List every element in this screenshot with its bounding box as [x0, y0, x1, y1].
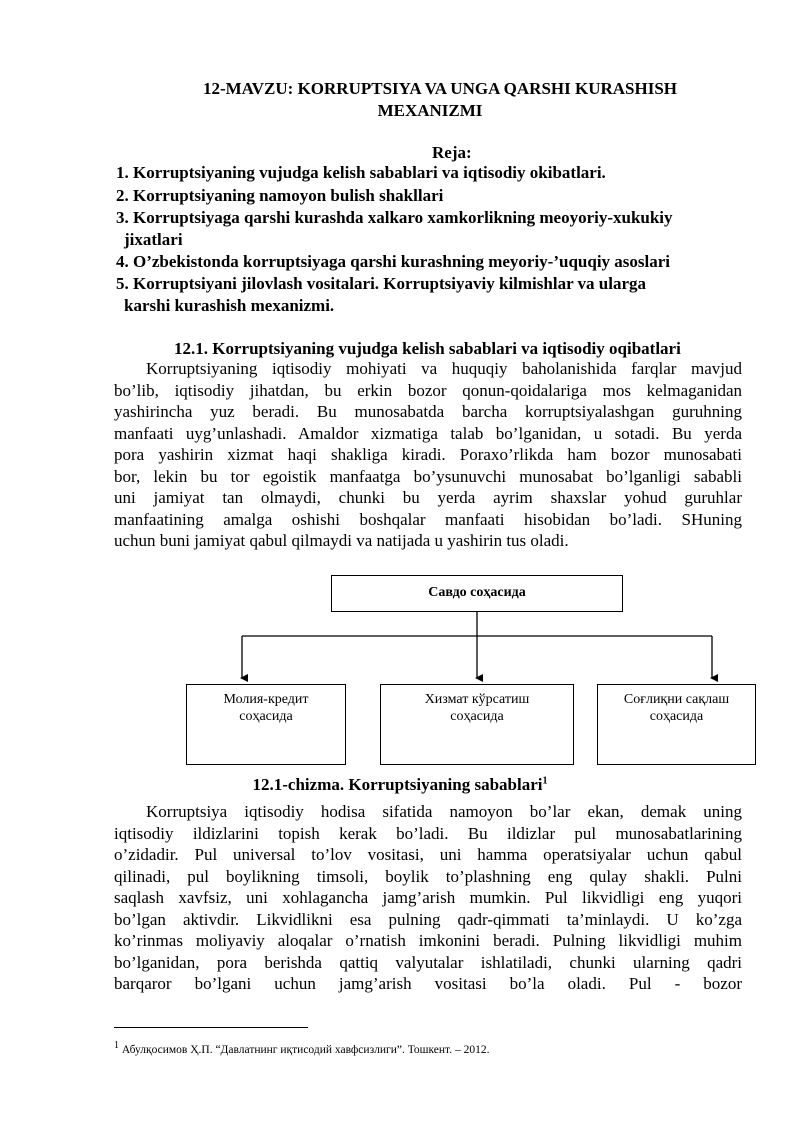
paragraph-line: bor, lekin bu tor egoistik manfaatga bo’ysunuvchi munosabat bo’lganligi sababli — [114, 466, 742, 486]
paragraph-2 — [114, 801, 742, 995]
diagram-box-label: Соғлиқни сақлаш — [623, 692, 730, 707]
footnote-ref: 1 — [542, 775, 548, 787]
paragraph-1 — [114, 358, 742, 552]
paragraph-line: bo’lib, iqtisodiy jihatdan, bu erkin bozor qonun-qoidalariga mos kelmaganidan — [114, 380, 742, 400]
plan-item-continuation: jixatlari — [124, 230, 183, 249]
footnote-text: Абулқосимов Ҳ.П. “Давлатнинг иқтисодий хавфсизлиги”. Тошкент. – 2012. — [121, 1043, 490, 1056]
paragraph-line: barqaror bo’lgani uchun jamg’arish vositasi bo’la oladi. Pul - bozor — [114, 974, 742, 993]
paragraph-line: pora yashirin xizmat haqi shakliga kiradi. Poraxo’rlikda ham bozor munosabati — [114, 445, 742, 464]
paragraph-line: o’zidadir. Pul universal to’lov vositasi, uni hamma operatsiyalar uchun qabul — [114, 845, 742, 864]
diagram-top-box-label: Савдо соҳасида — [428, 585, 526, 600]
paragraph-line: yashirincha yuz beradi. Bu munosabatda barcha korruptsiyalashgan guruhning — [114, 402, 742, 421]
footnote-separator — [114, 1027, 308, 1028]
plan-heading: Reja: — [432, 143, 472, 162]
paragraph-line: Korruptsiyaning iqtisodiy mohiyati va huquqiy baholanishida farqlar mavjud — [146, 359, 742, 378]
plan-item: 3. Korruptsiyaga qarshi kurashda xalkaro xamkorlikning meoyoriy-xukukiy — [116, 208, 673, 227]
paragraph-line: qilinadi, pul boylikning timsoli, boylik to’plashning eng qulay shakli. Pulni — [114, 866, 742, 886]
diagram-box-label: Молия-кредит — [223, 692, 309, 707]
paragraph-line: bo’lganidan, pora berishda qattiq valyutalar ishlatiladi, chunki ularning qadri — [114, 952, 742, 972]
diagram-box-label: Хизмат кўрсатиш — [424, 692, 530, 707]
document-title-line1: 12-MAVZU: KORRUPTSIYA VA UNGA QARSHI KURASHISH — [202, 79, 678, 98]
diagram-box-label: соҳасида — [649, 709, 704, 724]
plan-item: 1. Korruptsiyaning vujudga kelish sabablari va iqtisodiy okibatlari. — [116, 163, 606, 182]
plan-item-continuation: karshi kurashish mexanizmi. — [124, 296, 335, 315]
paragraph-line: uchun buni jamiyat qabul qilmaydi va natijada u yashirin tus oladi. — [114, 531, 569, 550]
paragraph-line: Korruptsiya iqtisodiy hodisa sifatida namoyon bo’lar ekan, demak uning — [146, 802, 742, 821]
paragraph-line: iqtisodiy ildizlarini topish kerak bo’ladi. Bu ildizlar pul munosabatlarining — [114, 823, 742, 843]
diagram-caption — [0, 775, 800, 795]
diagram-box-health — [597, 684, 756, 765]
plan-item: 5. Korruptsiyani jilovlash vositalari. Korruptsiyaviy kilmishlar va ularga — [116, 274, 647, 293]
diagram-box-services — [380, 684, 574, 765]
diagram-top-box — [331, 575, 623, 612]
diagram-box-label: соҳасида — [239, 709, 293, 724]
diagram-box-label: соҳасида — [450, 709, 504, 724]
diagram-box-finance — [186, 684, 346, 765]
paragraph-line: manfaatining amalga oshishi boshqalar manfaati hisobidan bo’ladi. SHuning — [114, 509, 742, 529]
footnote — [114, 1040, 489, 1056]
paragraph-line: bo’lgan aktivdir. Likvidlikni esa pulning qadr-qimmati ta’minlaydi. U ko’zga — [114, 909, 742, 929]
document-title-line2: MEXANIZMI — [377, 101, 483, 120]
plan-item: 2. Korruptsiyaning namoyon bulish shakllari — [116, 186, 444, 205]
footnote-number: 1 — [114, 1040, 119, 1051]
diagram-caption-text: 12.1-chizma. Korruptsiyaning sabablari — [252, 775, 543, 794]
plan-item: 4. O’zbekistonda korruptsiyaga qarshi kurashning meyoriy-’uquqiy asoslari — [116, 252, 671, 271]
paragraph-line: manfaati uyg’unlashadi. Amaldor xizmatiga talab bo’lganidan, u sotadi. Bu yerda — [114, 423, 742, 443]
paragraph-line: saqlash xavfsiz, uni xohlagancha jamg’arish mumkin. Pul likvidligi eng yuqori — [114, 888, 742, 907]
paragraph-line: ko’rinmas moliyaviy aloqalar o’rnatish imkonini beradi. Pulning likvidligi muhim — [114, 931, 742, 950]
section-heading: 12.1. Korruptsiyaning vujudga kelish sabablari va iqtisodiy oqibatlari — [174, 339, 681, 358]
paragraph-line: uni jamiyat tan olmaydi, chunki bu yerda ayrim shaxslar yohud guruhlar — [114, 488, 742, 507]
